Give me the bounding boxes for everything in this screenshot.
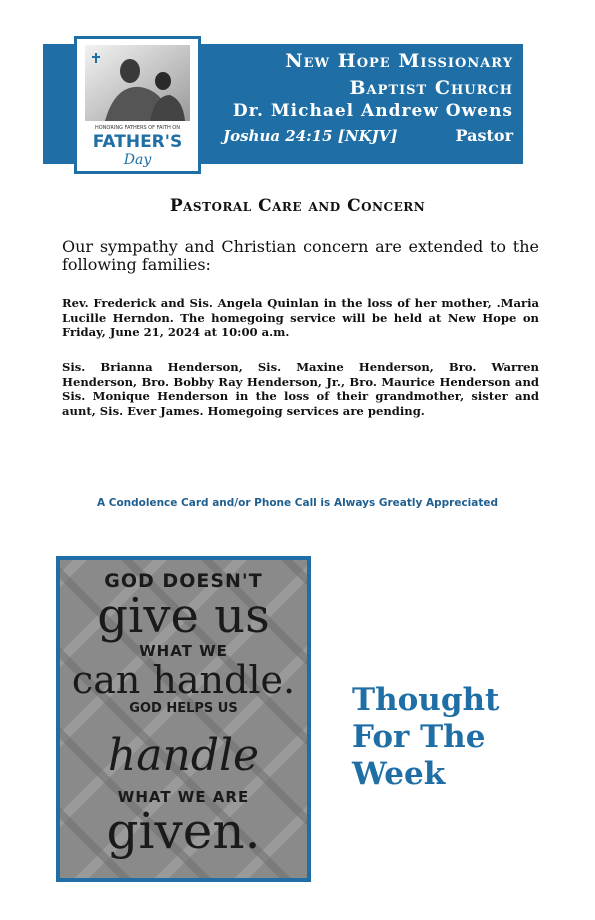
quote-line: give us bbox=[97, 588, 270, 644]
pastor-title: Pastor bbox=[455, 126, 513, 145]
quote-line: can handle. bbox=[71, 658, 296, 702]
father-child-photo bbox=[85, 45, 190, 121]
family-notice: Rev. Frederick and Sis. Angela Quinlan in the loss of her mother, .Maria Lucille Herndon. The homegoing service will be held at New Hope on Friday, June 21, 2024 at 10:00 a.m. bbox=[62, 296, 539, 339]
fathers-day-script-text: Day bbox=[123, 152, 152, 168]
pastor-name: Dr. Michael Andrew Owens bbox=[232, 101, 513, 121]
thought-for-the-week-heading: Thought For The Week bbox=[352, 682, 500, 792]
quote-line: given. bbox=[106, 802, 261, 860]
fathers-day-big-text: FATHER'S bbox=[92, 132, 183, 152]
fathers-day-image bbox=[74, 36, 201, 174]
church-name-line1: New Hope Missionary bbox=[285, 50, 513, 72]
family-notice: Sis. Brianna Henderson, Sis. Maxine Henderson, Bro. Warren Henderson, Bro. Bobby Ray Henderson, Jr., Bro. Maurice Henderson and Sis. Monique Henderson in the loss of their grandmother, sister and aunt, Sis. Ever James. Homegoing services are pending. bbox=[62, 360, 539, 418]
intro-paragraph: Our sympathy and Christian concern are extended to the following families: bbox=[62, 237, 539, 274]
quote-line: WHAT WE ARE bbox=[117, 788, 250, 806]
fathers-day-small-text: HONORING FATHERS OF FAITH ON bbox=[95, 125, 180, 131]
quote-line: handle bbox=[107, 730, 260, 781]
scripture-verse: Joshua 24:15 [NKJV] bbox=[223, 127, 398, 145]
condolence-note: A Condolence Card and/or Phone Call is Always Greatly Appreciated bbox=[96, 497, 499, 509]
quote-image bbox=[56, 556, 311, 882]
quote-line: GOD DOESN'T bbox=[104, 570, 263, 592]
quote-line: WHAT WE bbox=[139, 642, 228, 660]
quote-line: GOD HELPS US bbox=[129, 701, 238, 716]
church-name-line2: Baptist Church bbox=[349, 77, 513, 99]
section-title: Pastoral Care and Concern bbox=[169, 196, 426, 216]
